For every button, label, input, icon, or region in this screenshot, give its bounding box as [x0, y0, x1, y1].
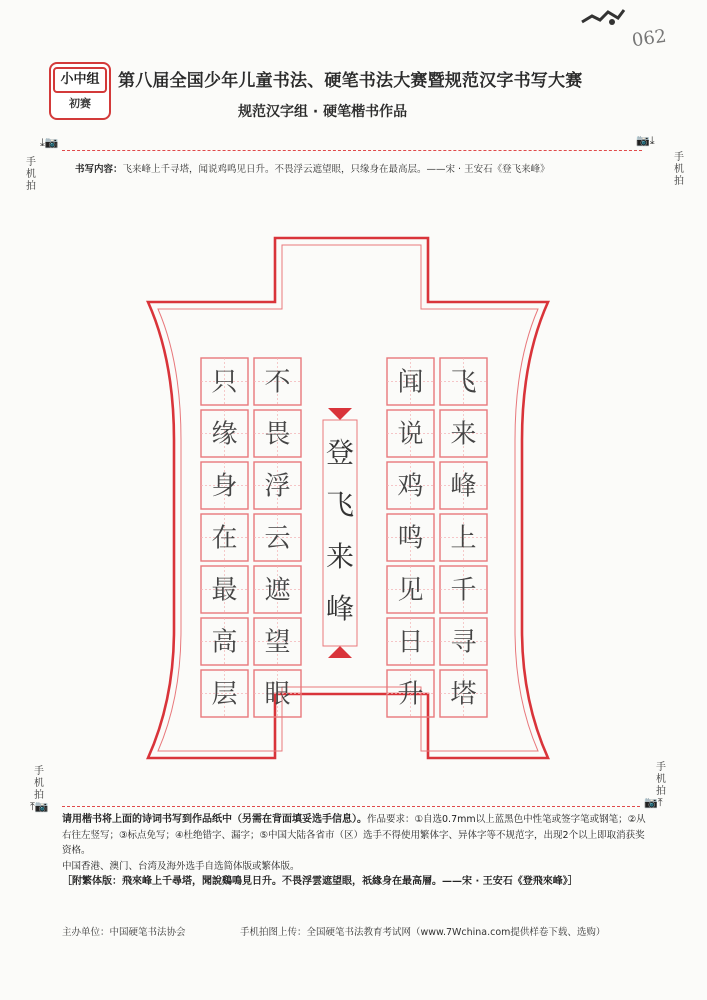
grid-character: 闻: [397, 367, 424, 398]
grid-character: 遮: [264, 575, 291, 606]
grid-cell: [387, 358, 434, 405]
grid-character: 最: [211, 575, 238, 606]
poem-title-character: 飞: [325, 488, 355, 521]
grid-cell: [440, 410, 487, 457]
instructions: [62, 812, 648, 890]
grid-character: 高: [211, 627, 238, 658]
page-subtitle: 规范汉字组 · 硬笔楷书作品: [238, 104, 408, 120]
grid-character: 畏: [264, 419, 291, 450]
grid-character: 日: [397, 627, 424, 658]
grid-character: 峰: [450, 471, 477, 502]
instruction-rest: 作品要求：①自选0.7mm以上蓝黑色中性笔或签字笔或钢笔；②从右往左竖写；③标点免写；④杜绝错字、漏字；⑤中国大陆各省市（区）选手不得使用繁体字、异体字等不规范字，出现2个以上即取消获奖资格。: [62, 814, 646, 856]
grid-character: 上: [450, 523, 477, 554]
grid-cell: [440, 462, 487, 509]
group-label: 小中组: [53, 67, 107, 93]
camera-marker-left-icon: ⤓📷: [40, 136, 59, 149]
grid-character: 寻: [450, 627, 477, 658]
grid-cell: [201, 358, 248, 405]
grid-character: 在: [211, 523, 238, 554]
camera-marker-right-bottom-icon: 📷⤒: [644, 796, 663, 809]
grid-character: 不: [264, 367, 291, 398]
organizer: 主办单位：中国硬笔书法协会: [62, 927, 186, 938]
grid-character: 来: [450, 419, 477, 450]
side-label-left: 手机拍: [26, 157, 36, 192]
grid-character: 浮: [264, 471, 291, 502]
grid-character: 见: [397, 575, 424, 606]
grid-cell: [201, 462, 248, 509]
grid-cell: [387, 514, 434, 561]
region-note: 中国香港、澳门、台湾及海外选手自选简体版或繁体版。: [62, 860, 300, 872]
grid-cell: [201, 618, 248, 665]
grid-character: 说: [397, 419, 424, 450]
content-text: 飞来峰上千寻塔，闻说鸡鸣见日升。不畏浮云遮望眼，只缘身在最高层。——宋 · 王安石《登飞来峰》: [122, 164, 550, 175]
grid-cell: [201, 410, 248, 457]
grid-character: 升: [397, 679, 424, 710]
grid-character: 千: [450, 575, 477, 606]
grid-cell: [387, 410, 434, 457]
poem-title-character: 登: [325, 436, 355, 469]
grid-cell: [387, 618, 434, 665]
grid-character: 身: [211, 471, 238, 502]
grid-character: 云: [264, 523, 291, 554]
handwritten-number: 062: [630, 25, 668, 52]
poem-title-character: 来: [325, 540, 355, 573]
stage-label: 初赛: [69, 97, 91, 110]
traditional-version: ［附繁体版：飛來峰上千尋塔，聞說鷄鳴見日升。不畏浮雲遮望眼，祇緣身在最高層。——宋 · 王安石《登飛來峰》］: [62, 876, 578, 887]
page-title: 第八届全国少年儿童书法、硬笔书法大赛暨规范汉字书写大赛: [118, 71, 583, 91]
grid-cell: [254, 618, 301, 665]
grid-character: 鸣: [397, 523, 424, 554]
grid-character: 层: [211, 679, 238, 710]
side-label-left-bottom: 手机拍: [34, 766, 44, 801]
grid-character: 望: [264, 627, 291, 658]
grid-character: 眼: [264, 679, 291, 710]
grid-cell: [254, 514, 301, 561]
grid-cell: [440, 670, 487, 717]
grid-cell: [254, 358, 301, 405]
grid-cell: [387, 566, 434, 613]
grid-character: 缘: [211, 419, 238, 450]
grid-cell: [201, 670, 248, 717]
grid-character: 只: [211, 367, 238, 398]
instruction-strong: 请用楷书将上面的诗词书写到作品纸中（另需在背面填妥选手信息）。: [62, 814, 367, 825]
side-label-right-bottom: 手机拍: [656, 762, 666, 797]
grid-cell: [440, 618, 487, 665]
poem-title-character: 峰: [325, 592, 355, 625]
camera-marker-left-bottom-icon: ⤒📷: [30, 800, 49, 813]
side-label-right: 手机拍: [674, 152, 684, 187]
banner-bottom-ornament: [328, 646, 352, 658]
content-label: 书写内容：: [75, 164, 123, 175]
upload-info: 手机拍图上传：全国硬笔书法教育考试网（www.7Wchina.com提供样卷下载、选购）: [240, 927, 606, 938]
grid-cell: [201, 514, 248, 561]
grid-cell: [254, 462, 301, 509]
grid-cell: [440, 358, 487, 405]
grid-cell: [440, 514, 487, 561]
grid-cell: [387, 462, 434, 509]
banner-top-ornament: [328, 408, 352, 420]
camera-marker-right-icon: 📷⤓: [636, 134, 655, 147]
bottom-cut-line: [62, 806, 640, 807]
grid-cell: [201, 566, 248, 613]
grid-character: 鸡: [397, 471, 424, 502]
grid-cell: [440, 566, 487, 613]
grid-character: 飞: [450, 367, 477, 398]
grid-character: 塔: [450, 679, 477, 710]
grid-cell: [254, 566, 301, 613]
grid-cell: [254, 410, 301, 457]
